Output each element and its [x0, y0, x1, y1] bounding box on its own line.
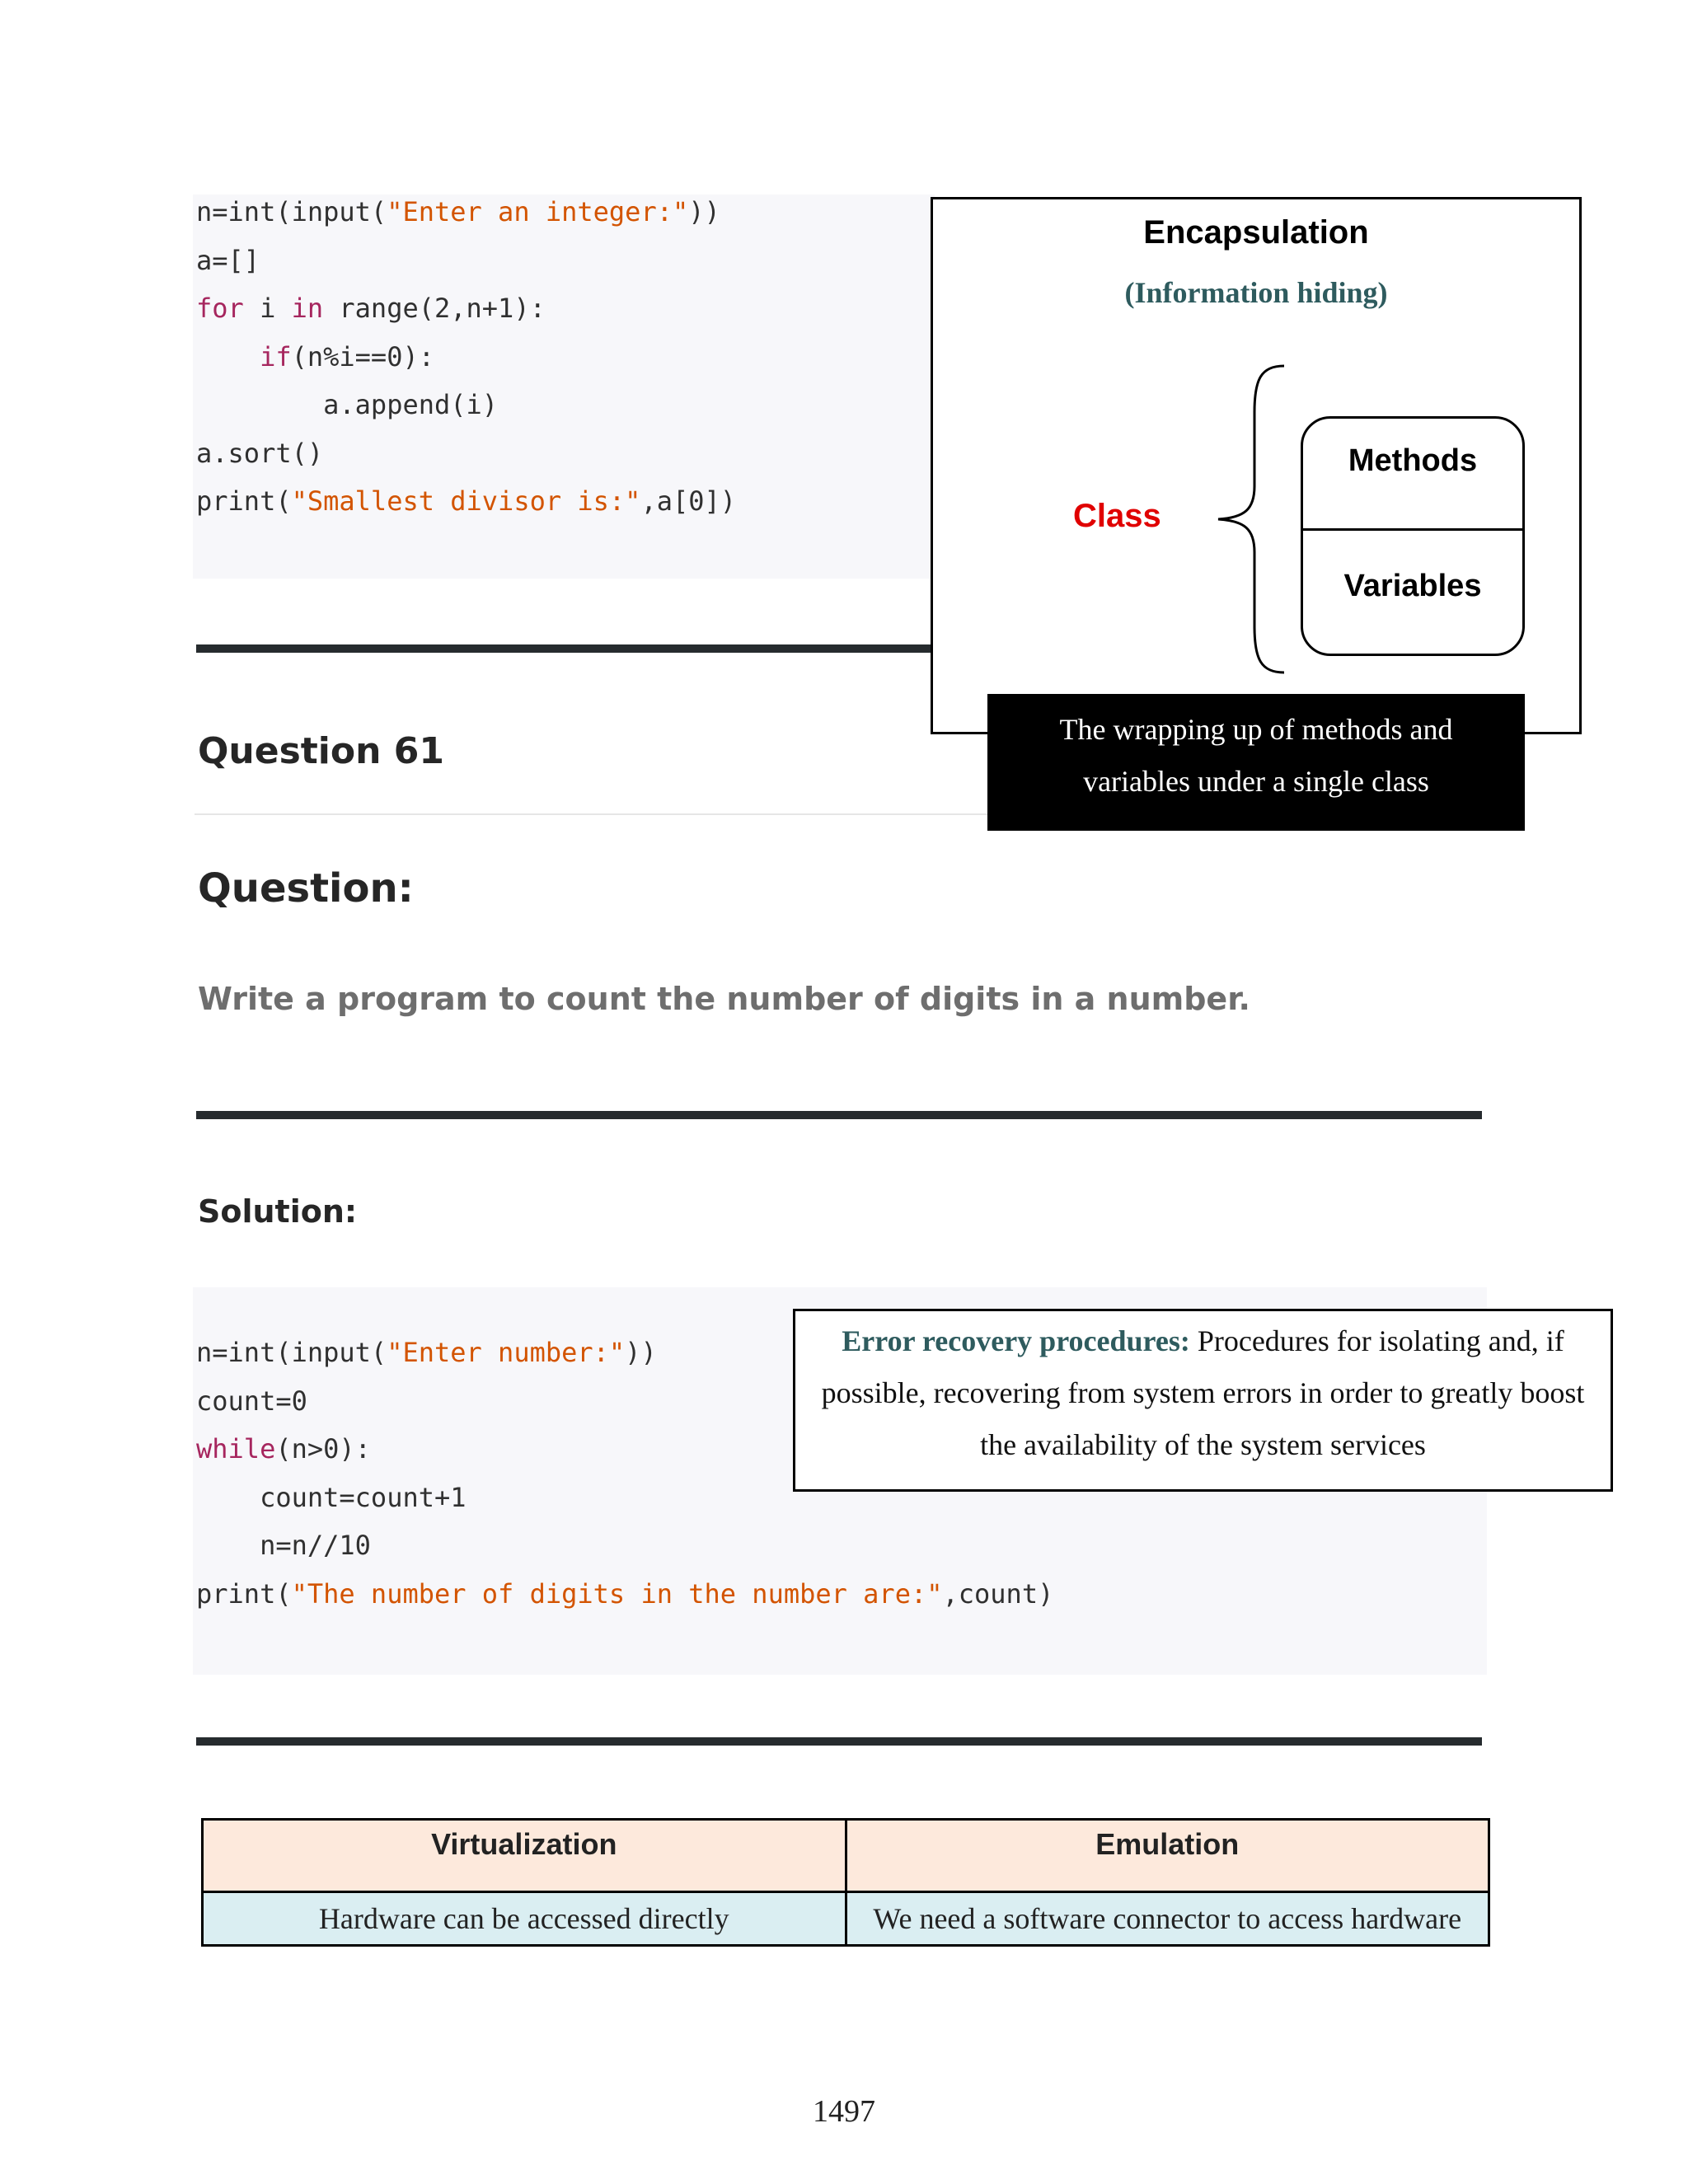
class-members-box [1301, 416, 1525, 656]
variables-label: Variables [1343, 569, 1482, 603]
code-line: count=0 [196, 1385, 307, 1417]
error-recovery-line: possible, recovering from system errors in order to greatly boost [821, 1376, 1585, 1409]
code-line: a.append(i) [323, 389, 499, 420]
caption-line: The wrapping up of methods and [1059, 713, 1453, 746]
table-cell: Hardware can be accessed directly [203, 1892, 846, 1946]
code-line: print("The number of digits in the number are:",count) [196, 1577, 1054, 1610]
error-recovery-line: Error recovery procedures: Procedures for isolating and, if [842, 1324, 1564, 1357]
question-prompt: Write a program to count the number of digits in a number. [198, 981, 1250, 1017]
code-line: n=int(input("Enter an integer:")) [196, 196, 720, 227]
virtualization-emulation-table [201, 1818, 1490, 1947]
question-label: Question: [198, 865, 414, 912]
code-line: for i in range(2,n+1): [196, 293, 546, 324]
table-row [203, 1892, 1489, 1946]
code-line: count=count+1 [260, 1481, 467, 1513]
solution-label: Solution: [198, 1193, 358, 1230]
curly-brace-icon [1212, 363, 1286, 676]
error-recovery-line: the availability of the system services [980, 1428, 1426, 1461]
encapsulation-caption [987, 694, 1525, 831]
code-block-1 [196, 188, 736, 526]
table-header-row [203, 1820, 1489, 1892]
section-divider-2 [196, 1111, 1482, 1119]
section-divider-3 [196, 1737, 1482, 1746]
table-header-emulation: Emulation [846, 1820, 1489, 1892]
encapsulation-title: Encapsulation [1143, 214, 1369, 251]
code-line: a=[] [196, 244, 260, 276]
code-line: while(n>0): [196, 1433, 371, 1465]
methods-label: Methods [1348, 443, 1478, 478]
code-line: a.sort() [196, 437, 324, 469]
members-divider [1303, 528, 1522, 531]
caption-line: variables under a single class [1083, 765, 1429, 798]
code-line: if(n%i==0): [260, 340, 434, 373]
page-number: 1497 [813, 2094, 875, 2129]
code-line: n=int(input("Enter number:")) [196, 1337, 657, 1368]
encapsulation-subtitle: (Information hiding) [1124, 276, 1388, 309]
code-line: n=n//10 [260, 1530, 371, 1561]
error-recovery-term: Error recovery procedures: [842, 1324, 1190, 1357]
code-line: print("Smallest divisor is:",a[0]) [196, 485, 737, 517]
question-heading: Question 61 [198, 730, 444, 772]
table-cell: We need a software connector to access hardware [846, 1892, 1489, 1946]
table-header-virtualization: Virtualization [203, 1820, 846, 1892]
class-label: Class [1073, 498, 1161, 534]
error-recovery-box [793, 1309, 1613, 1492]
heading-underline [195, 813, 1019, 815]
